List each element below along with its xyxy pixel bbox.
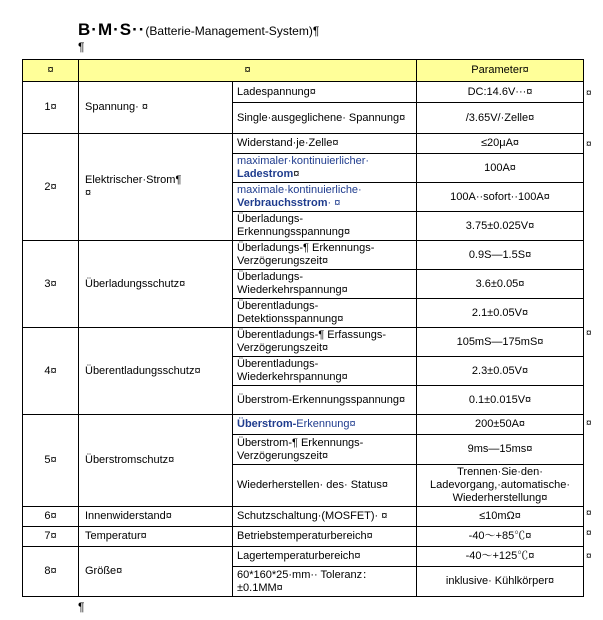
row-number: 1¤ — [23, 82, 79, 134]
sub-item-value: Trennen·Sie·den· Ladevorgang,·automatische· Wiederherstellung¤ — [417, 465, 584, 507]
header-cell-number: ¤ — [23, 60, 79, 82]
table-row — [23, 415, 584, 435]
sub-item-label: Überstrom-Erkennungsspannung¤ — [233, 386, 417, 415]
row-category: Innenwiderstand¤ — [79, 507, 233, 527]
label-mark: · ¤ — [327, 197, 341, 209]
row-category — [79, 134, 233, 241]
row-end-mark: ¤ — [586, 139, 592, 150]
row-category: Überladungsschutz¤ — [79, 241, 233, 328]
sub-item-value: 105mS—175mS¤ — [417, 328, 584, 357]
label-part: maximaler·kontinuierlicher· — [237, 155, 370, 167]
sub-item-label — [233, 415, 417, 435]
sub-item-label: Schutzschaltung·(MOSFET)· ¤ — [233, 507, 417, 527]
table-row — [23, 547, 584, 567]
label-emphasis: Überstrom- — [237, 418, 297, 430]
sub-item-value: 200±50A¤ — [417, 415, 584, 435]
sub-item-value: 0.1±0.015V¤ — [417, 386, 584, 415]
row-number: 5¤ — [23, 415, 79, 507]
paragraph-mark-top: ¶ — [78, 40, 85, 54]
bms-spec-table — [22, 59, 584, 597]
label-emphasis: Verbrauchsstrom — [237, 197, 328, 209]
paragraph-mark-bottom: ¶ — [78, 600, 85, 614]
table-row — [23, 527, 584, 547]
row-end-mark: ¤ — [586, 328, 592, 339]
row-end-mark: ¤ — [586, 528, 592, 539]
sub-item-value: inklusive· Kühlkörper¤ — [417, 567, 584, 597]
row-end-mark: ¤ — [586, 508, 592, 519]
sub-item-value: 0.9S—1.5S¤ — [417, 241, 584, 270]
sub-item-value: 100A¤ — [417, 154, 584, 183]
sub-item-label: Überladungs-¶ Erkennungs-Verzögerungszeit¤ — [233, 241, 417, 270]
sub-item-value: 3.6±0.05¤ — [417, 270, 584, 299]
sub-item-value: 3.75±0.025V¤ — [417, 212, 584, 241]
row-category: Größe¤ — [79, 547, 233, 597]
sub-item-value: 100A··sofort··100A¤ — [417, 183, 584, 212]
sub-item-value: -40～+125℃¤ — [417, 547, 584, 567]
title-sub: (Batterie-Management-System)¶ — [145, 24, 320, 38]
table-row — [23, 241, 584, 270]
row-number: 7¤ — [23, 527, 79, 547]
sub-item-label: Überentladungs-¶ Erfassungs-Verzögerungszeit¤ — [233, 328, 417, 357]
table-header-row — [23, 60, 584, 82]
row-number: 8¤ — [23, 547, 79, 597]
label-emphasis: Ladestrom — [237, 168, 294, 180]
row-end-mark: ¤ — [586, 418, 592, 429]
row-category-line2: ¤ — [85, 187, 92, 199]
sub-item-value: -40～+85℃¤ — [417, 527, 584, 547]
sub-item-label: Lagertemperaturbereich¤ — [233, 547, 417, 567]
sub-item-label: Überladungs-Erkennungsspannung¤ — [233, 212, 417, 241]
sub-item-label: Widerstand·je·Zelle¤ — [233, 134, 417, 154]
row-number: 2¤ — [23, 134, 79, 241]
row-number: 3¤ — [23, 241, 79, 328]
table-row — [23, 328, 584, 357]
sub-item-label: Überentladungs-Wiederkehrspannung¤ — [233, 357, 417, 386]
table-row — [23, 82, 584, 103]
header-cell-item: ¤ — [79, 60, 417, 82]
sub-item-label: Wiederherstellen· des· Status¤ — [233, 465, 417, 507]
row-category: Überentladungsschutz¤ — [79, 328, 233, 415]
row-end-mark: ¤ — [586, 551, 592, 562]
title-main: B·M·S·· — [78, 20, 146, 39]
sub-item-label: Überstrom-¶ Erkennungs-Verzögerungszeit¤ — [233, 435, 417, 465]
sub-item-value: 9ms—15ms¤ — [417, 435, 584, 465]
sub-item-value: ≤10mΩ¤ — [417, 507, 584, 527]
document-title — [78, 20, 319, 40]
sub-item-label: Ladespannung¤ — [233, 82, 417, 103]
sub-item-value: 2.1±0.05V¤ — [417, 299, 584, 328]
sub-item-label: Überladungs-Wiederkehrspannung¤ — [233, 270, 417, 299]
header-cell-parameter: Parameter¤ — [417, 60, 584, 82]
row-number: 4¤ — [23, 328, 79, 415]
label-part: Erkennung¤ — [296, 418, 356, 430]
sub-item-label — [233, 154, 417, 183]
row-category-line1: Elektrischer·Strom¶ — [85, 174, 182, 186]
row-number: 6¤ — [23, 507, 79, 527]
label-part: maximale·kontinuierliche· — [237, 184, 362, 196]
sub-item-label: 60*160*25·mm·· Toleranz：±0.1MM¤ — [233, 567, 417, 597]
sub-item-label: Betriebstemperaturbereich¤ — [233, 527, 417, 547]
label-mark: ¤ — [293, 168, 300, 180]
sub-item-label — [233, 183, 417, 212]
sub-item-value: DC:14.6V···¤ — [417, 82, 584, 103]
row-category: Spannung· ¤ — [79, 82, 233, 134]
sub-item-value: /3.65V/·Zelle¤ — [417, 103, 584, 134]
row-category: Überstromschutz¤ — [79, 415, 233, 507]
row-category: Temperatur¤ — [79, 527, 233, 547]
row-end-mark: ¤ — [586, 88, 592, 99]
sub-item-value: 2.3±0.05V¤ — [417, 357, 584, 386]
table-row — [23, 507, 584, 527]
table-row — [23, 134, 584, 154]
sub-item-value: ≤20μA¤ — [417, 134, 584, 154]
sub-item-label: Single·ausgeglichene· Spannung¤ — [233, 103, 417, 134]
sub-item-label: Überentladungs-Detektionsspannung¤ — [233, 299, 417, 328]
